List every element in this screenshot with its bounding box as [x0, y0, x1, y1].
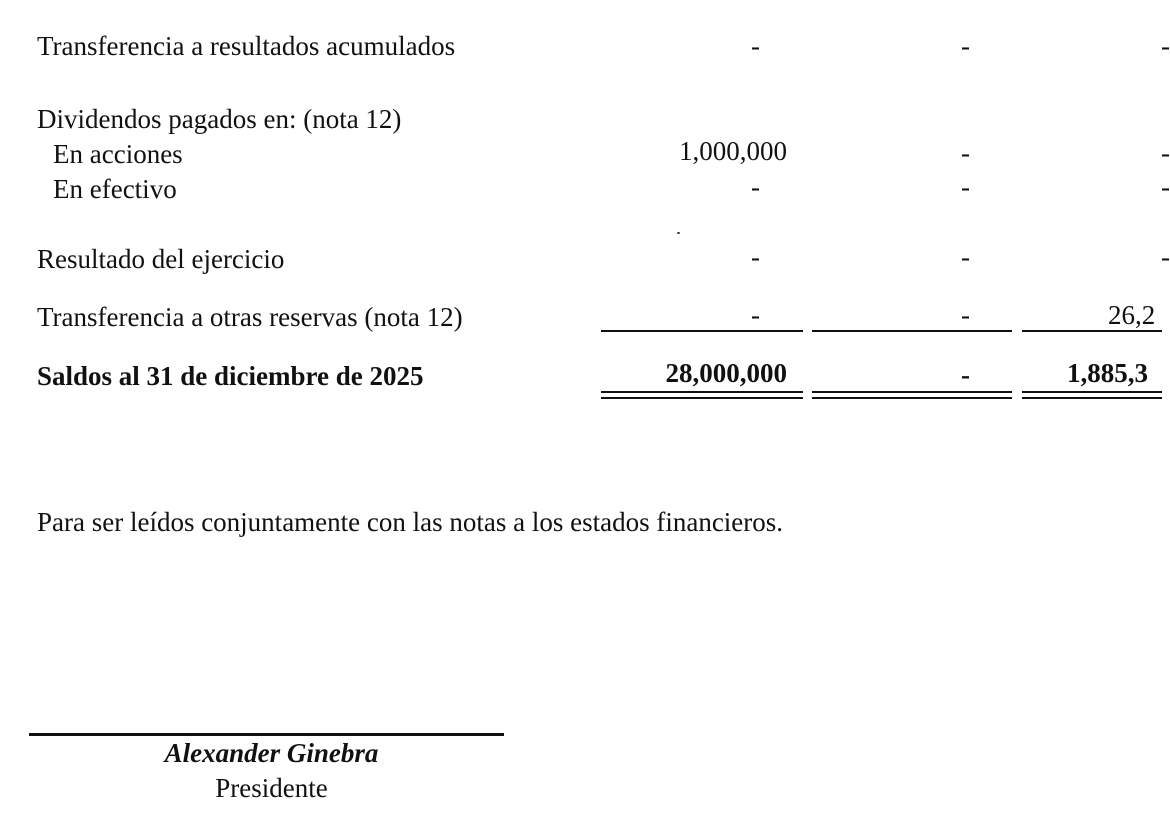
subtotal-rule-col2 [812, 330, 1012, 332]
cell-dividends-shares-col2: - [961, 138, 970, 168]
cell-net-income-col3: - [1161, 242, 1170, 272]
footnote: Para ser leídos conjuntamente con las notas a los estados financieros. [37, 507, 784, 537]
subtotal-rule-col1 [601, 330, 803, 332]
cell-transfer-reserves-col1: - [751, 300, 760, 330]
cell-dividends-cash-col3: - [1161, 172, 1170, 202]
row-label-dividends-cash: En efectivo [53, 174, 177, 204]
cell-net-income-col1: - [751, 242, 760, 272]
cell-transfer-reserves-col2: - [961, 300, 970, 330]
row-label-net-income: Resultado del ejercicio [37, 244, 285, 274]
cell-transfer-accumulated-col1: - [751, 31, 760, 61]
cell-transfer-accumulated-col2: - [961, 31, 970, 61]
total-double-rule-col3 [1022, 391, 1162, 399]
row-label-closing-balance: Saldos al 31 de diciembre de 2025 [37, 361, 424, 391]
signatory-title: Presidente [215, 773, 328, 803]
total-double-rule-col2 [812, 391, 1012, 399]
cell-transfer-reserves-col3: 26,2 [1108, 300, 1156, 330]
row-label-transfer-accumulated: Transferencia a resultados acumulados [37, 31, 456, 61]
cell-dividends-shares-col1: 1,000,000 [679, 136, 787, 166]
cell-transfer-accumulated-col3: - [1161, 31, 1170, 61]
total-double-rule-col1 [601, 391, 803, 399]
signatory-name: Alexander Ginebra [164, 738, 379, 768]
cell-net-income-col2: - [961, 242, 970, 272]
signature-line [29, 733, 504, 736]
scan-speck [677, 232, 680, 234]
subtotal-rule-col3 [1022, 330, 1162, 332]
row-label-transfer-reserves: Transferencia a otras reservas (nota 12) [37, 302, 463, 332]
cell-dividends-cash-col2: - [961, 172, 970, 202]
cell-dividends-cash-col1: - [751, 172, 760, 202]
cell-closing-balance-col3: 1,885,3 [1067, 358, 1148, 388]
row-label-dividends-shares: En acciones [53, 139, 183, 169]
cell-closing-balance-col1: 28,000,000 [665, 358, 787, 388]
row-label-dividends-header: Dividendos pagados en: (nota 12) [37, 104, 402, 134]
cell-closing-balance-col2: - [961, 360, 970, 390]
cell-dividends-shares-col3: - [1161, 138, 1170, 168]
